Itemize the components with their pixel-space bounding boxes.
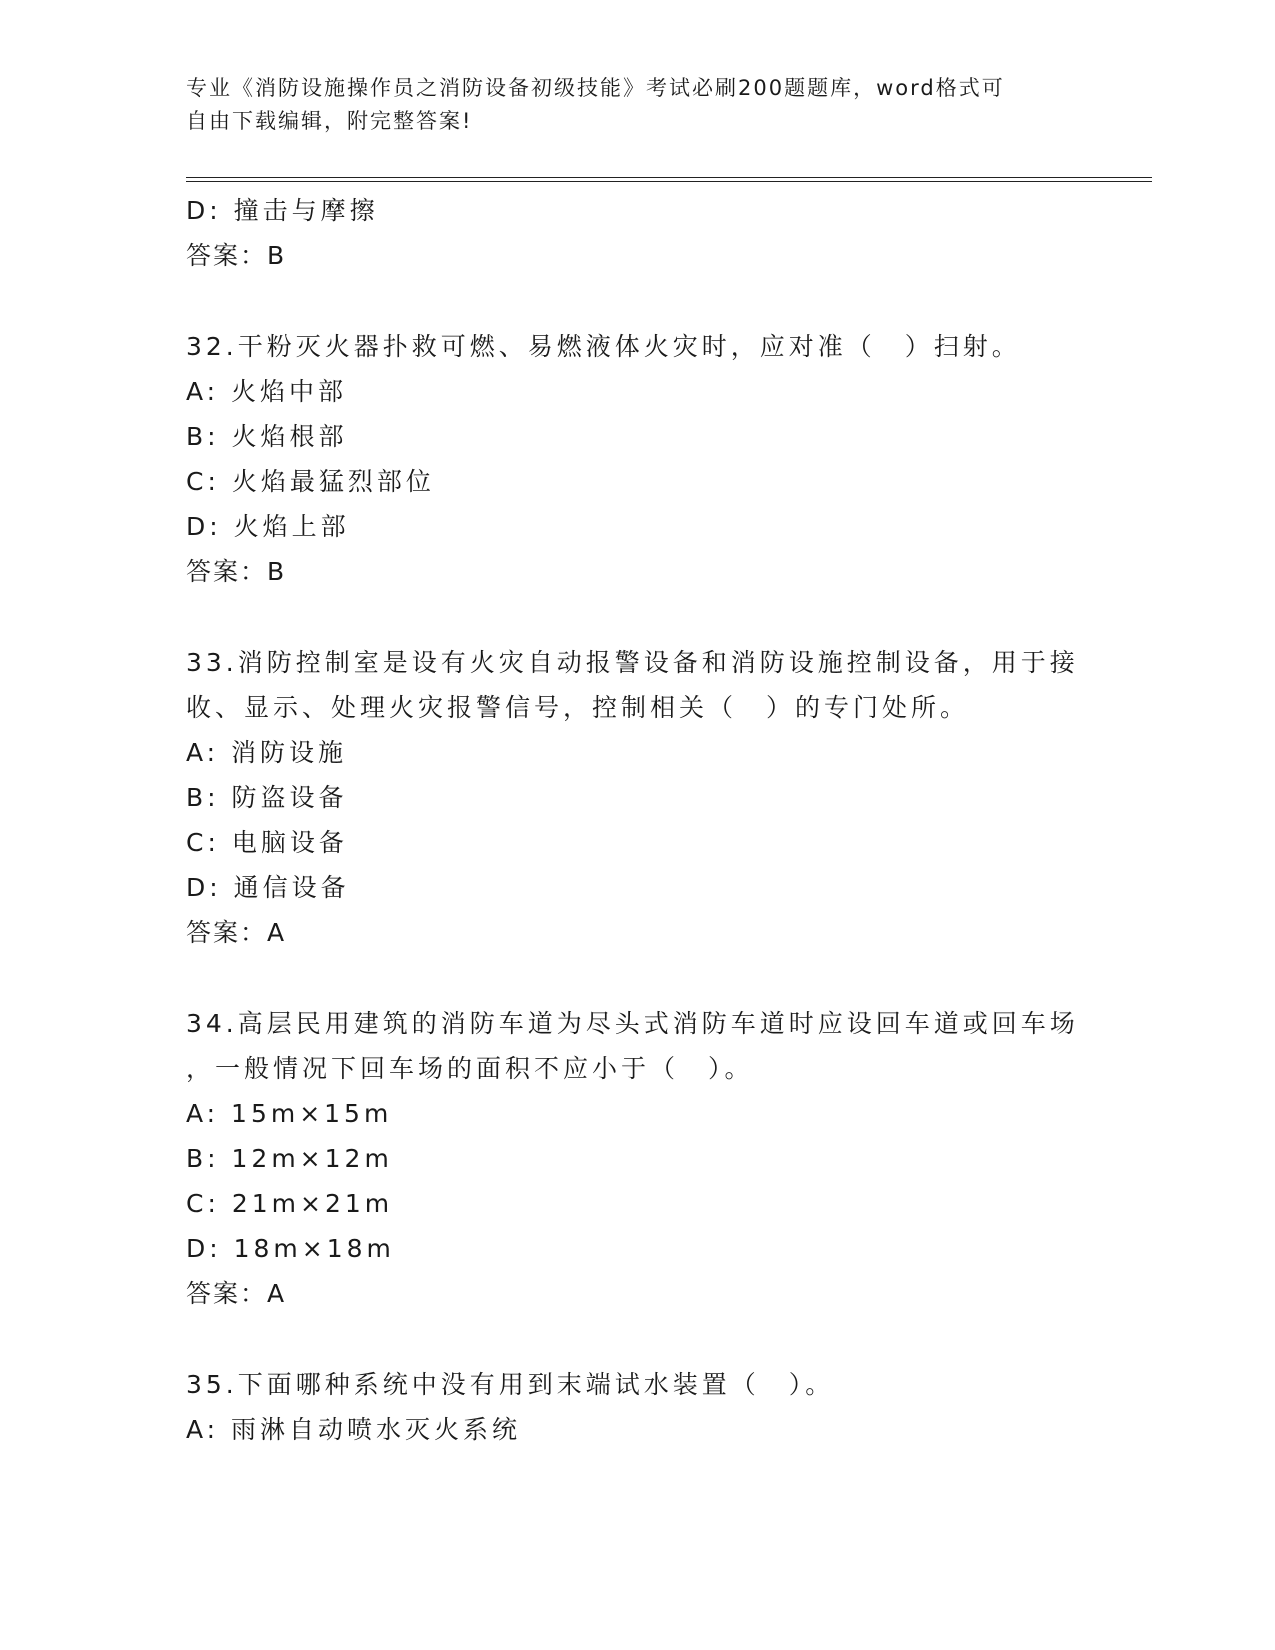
question-stem: 33.消防控制室是设有火灾自动报警设备和消防设施控制设备，用于接 bbox=[186, 648, 1079, 677]
header-title-line-2: 自由下载编辑，附完整答案! bbox=[186, 109, 473, 133]
option-d: D: 18m×18m bbox=[186, 1234, 395, 1263]
option-d: D: 撞击与摩擦 bbox=[186, 196, 379, 225]
spacer bbox=[186, 594, 1086, 640]
question-stem: 35.下面哪种系统中没有用到末端试水装置（ ）。 bbox=[186, 1370, 835, 1399]
option-b: B: 防盗设备 bbox=[186, 783, 348, 812]
option-c: C: 21m×21m bbox=[186, 1189, 394, 1218]
option-a: A: 火焰中部 bbox=[186, 377, 348, 406]
option-a: A: 15m×15m bbox=[186, 1099, 393, 1128]
answer-line: 答案：A bbox=[186, 1279, 287, 1308]
question-stem-continued: ，一般情况下回车场的面积不应小于（ ）。 bbox=[186, 1054, 754, 1083]
option-b: B: 12m×12m bbox=[186, 1144, 393, 1173]
question-32 bbox=[186, 324, 1086, 594]
question-31-tail bbox=[186, 188, 1086, 278]
answer-line: 答案：A bbox=[186, 918, 287, 947]
spacer bbox=[186, 278, 1086, 324]
header-divider bbox=[186, 177, 1152, 182]
header-title-line-1: 专业《消防设施操作员之消防设备初级技能》考试必刷200题题库，word格式可 bbox=[186, 76, 1005, 100]
question-stem: 34.高层民用建筑的消防车道为尽头式消防车道时应设回车道或回车场 bbox=[186, 1009, 1079, 1038]
spacer bbox=[186, 955, 1086, 1001]
option-d: D: 火焰上部 bbox=[186, 512, 350, 541]
spacer bbox=[186, 1316, 1086, 1362]
option-d: D: 通信设备 bbox=[186, 873, 350, 902]
question-33 bbox=[186, 640, 1086, 955]
question-stem: 32.干粉灭火器扑救可燃、易燃液体火灾时，应对准（ ）扫射。 bbox=[186, 332, 1021, 361]
document-header bbox=[186, 72, 1066, 138]
question-list bbox=[186, 188, 1086, 1452]
option-a: A: 雨淋自动喷水灭火系统 bbox=[186, 1415, 522, 1444]
option-a: A: 消防设施 bbox=[186, 738, 348, 767]
answer-line: 答案：B bbox=[186, 241, 287, 270]
option-b: B: 火焰根部 bbox=[186, 422, 348, 451]
answer-line: 答案：B bbox=[186, 557, 287, 586]
question-34 bbox=[186, 1001, 1086, 1316]
option-c: C: 电脑设备 bbox=[186, 828, 348, 857]
question-stem-continued: 收、显示、处理火灾报警信号，控制相关（ ）的专门处所。 bbox=[186, 693, 970, 722]
question-35 bbox=[186, 1362, 1086, 1452]
option-c: C: 火焰最猛烈部位 bbox=[186, 467, 435, 496]
